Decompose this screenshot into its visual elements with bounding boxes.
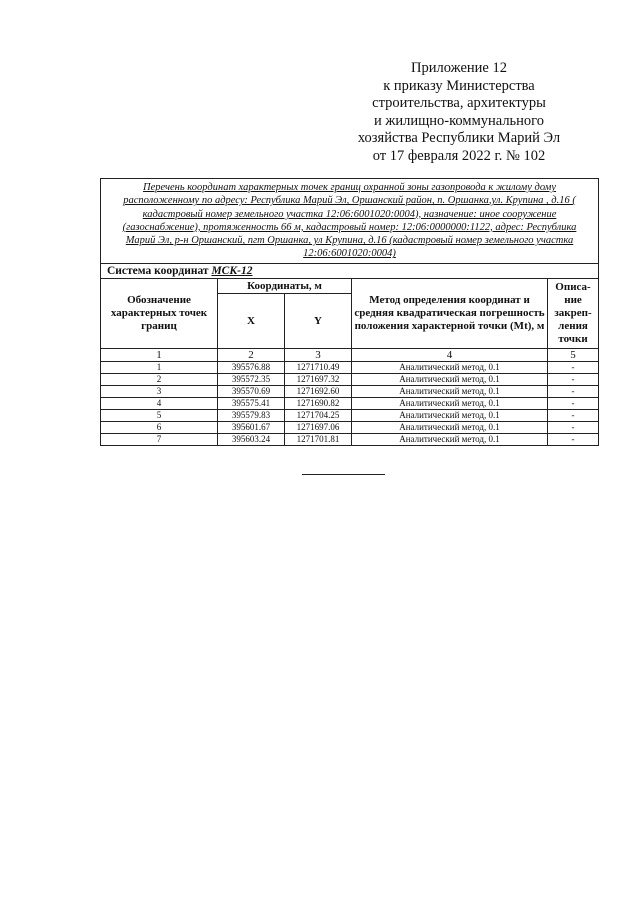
table-row bbox=[101, 361, 599, 373]
y-cell: 1271692.60 bbox=[285, 385, 352, 397]
method-cell: Аналитический метод, 0.1 bbox=[352, 409, 548, 421]
column-number: 3 bbox=[285, 348, 352, 361]
point-cell: 2 bbox=[101, 373, 218, 385]
column-number: 2 bbox=[218, 348, 285, 361]
column-number: 1 bbox=[101, 348, 218, 361]
x-cell: 395579.83 bbox=[218, 409, 285, 421]
point-cell: 6 bbox=[101, 421, 218, 433]
method-cell: Аналитический метод, 0.1 bbox=[352, 361, 548, 373]
column-number: 4 bbox=[352, 348, 548, 361]
x-cell: 395603.24 bbox=[218, 433, 285, 445]
x-cell: 395570.69 bbox=[218, 385, 285, 397]
x-cell: 395601.67 bbox=[218, 421, 285, 433]
desc-cell: - bbox=[548, 409, 599, 421]
table-row bbox=[101, 385, 599, 397]
col-header-y: Y bbox=[285, 294, 352, 349]
appendix-line: от 17 февраля 2022 г. № 102 bbox=[372, 147, 546, 164]
col-header-desc: Описа-ние закреп-ления точки bbox=[548, 278, 599, 348]
table-row bbox=[101, 421, 599, 433]
table-row bbox=[101, 409, 599, 421]
coordinate-system-label: Система координат bbox=[107, 264, 209, 277]
col-header-x: X bbox=[218, 294, 285, 349]
coordinate-system-value: МСК-12 bbox=[211, 264, 253, 277]
method-cell: Аналитический метод, 0.1 bbox=[352, 385, 548, 397]
y-cell: 1271701.81 bbox=[285, 433, 352, 445]
signature-line bbox=[302, 474, 385, 475]
coordinate-system bbox=[101, 263, 599, 278]
appendix-line: Приложение 12 bbox=[411, 60, 507, 76]
y-cell: 1271710.49 bbox=[285, 361, 352, 373]
y-cell: 1271697.32 bbox=[285, 373, 352, 385]
appendix-line: строительства, архитектуры bbox=[372, 95, 546, 111]
x-cell: 395572.35 bbox=[218, 373, 285, 385]
y-cell: 1271690.82 bbox=[285, 397, 352, 409]
appendix-line: к приказу Министерства bbox=[383, 77, 535, 94]
table-row bbox=[101, 397, 599, 409]
desc-cell: - bbox=[548, 433, 599, 445]
col-header-method: Метод определения координат и средняя квадратическая погрешность положения характерной точки (Mt), м bbox=[352, 278, 548, 348]
point-cell: 4 bbox=[101, 397, 218, 409]
appendix-line: хозяйства Республики Марий Эл bbox=[357, 130, 561, 146]
col-header-point: Обозначение характерных точек границ bbox=[101, 278, 218, 348]
column-number-row bbox=[101, 348, 599, 361]
x-cell: 395575.41 bbox=[218, 397, 285, 409]
point-cell: 1 bbox=[101, 361, 218, 373]
appendix-line: и жилищно-коммунального bbox=[373, 112, 545, 129]
col-header-coords: Координаты, м bbox=[218, 278, 352, 293]
desc-cell: - bbox=[548, 385, 599, 397]
method-cell: Аналитический метод, 0.1 bbox=[352, 397, 548, 409]
y-cell: 1271697.06 bbox=[285, 421, 352, 433]
method-cell: Аналитический метод, 0.1 bbox=[352, 421, 548, 433]
appendix-header bbox=[330, 60, 588, 165]
table-row bbox=[101, 373, 599, 385]
method-cell: Аналитический метод, 0.1 bbox=[352, 373, 548, 385]
x-cell: 395576.88 bbox=[218, 361, 285, 373]
table-title: Перечень координат характерных точек границ охранной зоны газопровода к жилому дому расположенному по адресу: Республика Марий Эл, Оршанский район, п. Оршанка,ул. Крупина , д.16 ( кадастровый номер земельного участка 12:06:6001020:0004), назначение: иное сооружение (газоснабжение), протяженность 66 м, кадастровый номер: 12:06:0000000:1122, адрес: Республика Марий Эл, р-н Оршанский, пгт Оршанка, ул Крупина, д.16 (кадастровый номер земельного участка 12:06:6001020:0004) bbox=[101, 179, 599, 264]
y-cell: 1271704.25 bbox=[285, 409, 352, 421]
desc-cell: - bbox=[548, 421, 599, 433]
method-cell: Аналитический метод, 0.1 bbox=[352, 433, 548, 445]
table-row bbox=[101, 433, 599, 445]
desc-cell: - bbox=[548, 373, 599, 385]
point-cell: 5 bbox=[101, 409, 218, 421]
point-cell: 3 bbox=[101, 385, 218, 397]
column-number: 5 bbox=[548, 348, 599, 361]
desc-cell: - bbox=[548, 361, 599, 373]
desc-cell: - bbox=[548, 397, 599, 409]
coordinates-table bbox=[100, 178, 599, 446]
point-cell: 7 bbox=[101, 433, 218, 445]
